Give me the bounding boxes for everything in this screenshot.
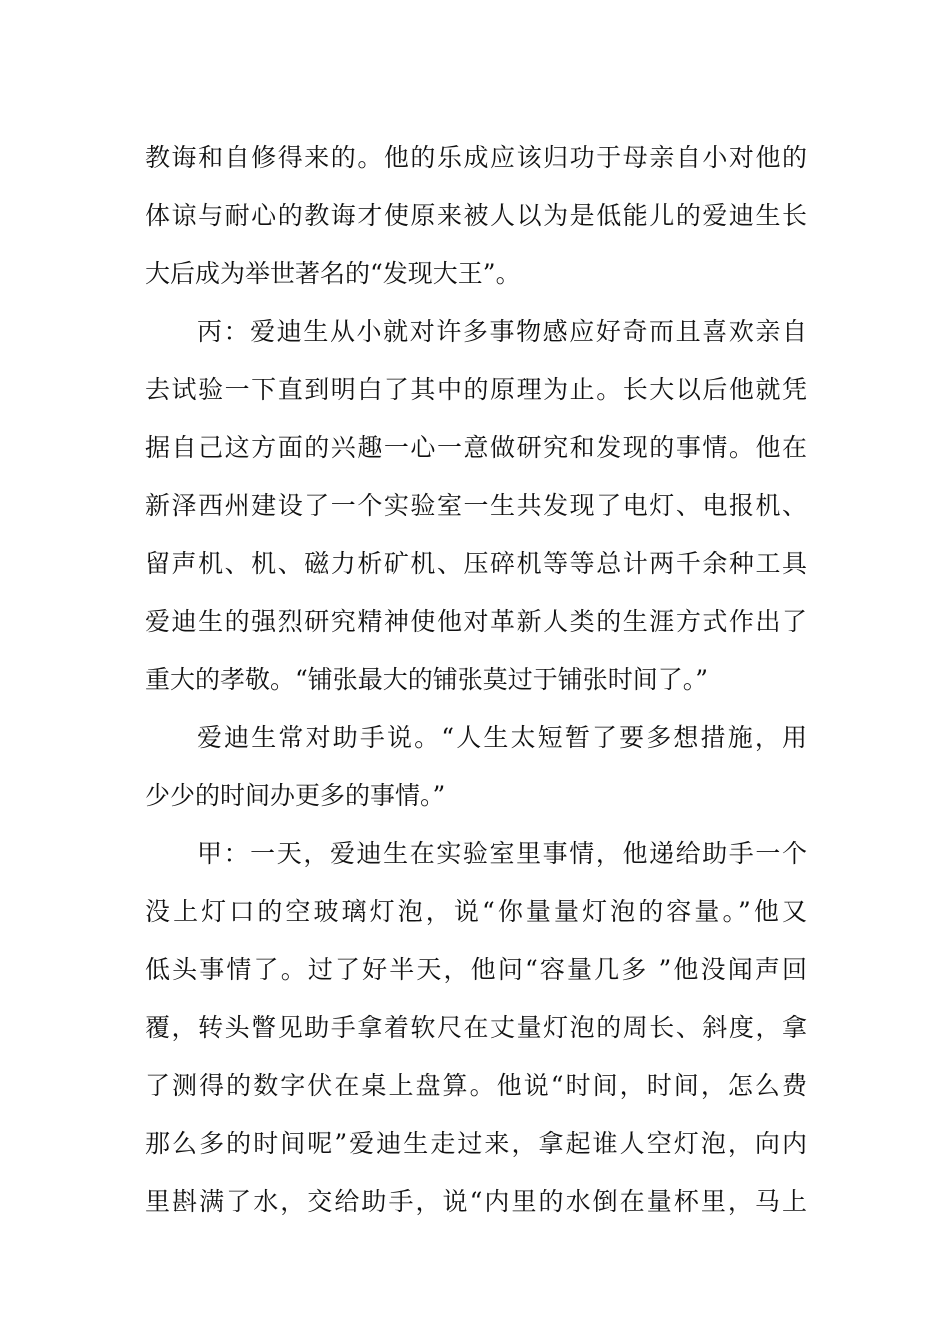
text-line: 没上灯口的空玻璃灯泡，说“你量量灯泡的容量。”他又: [145, 897, 807, 926]
text-line: 去试验一下直到明白了其中的原理为止。长大以后他就凭: [145, 375, 807, 404]
text-line: 爱迪生的强烈研究精神使他对革新人类的生涯方式作出了: [145, 607, 807, 636]
text-line: 教诲和自修得来的。他的乐成应该归功于母亲自小对他的: [145, 143, 807, 172]
text-line: 低头事情了。过了好半天，他问“容量几多 ”他没闻声回: [145, 955, 807, 984]
text-line: 丙：爱迪生从小就对许多事物感应好奇而且喜欢亲自: [197, 317, 807, 346]
text-line: 大后成为举世著名的“发现大王”。: [145, 259, 521, 288]
text-line: 重大的孝敬。“铺张最大的铺张莫过于铺张时间了。”: [145, 665, 709, 694]
text-line: 少少的时间办更多的事情。”: [145, 781, 446, 810]
text-line: 新泽西州建设了一个实验室一生共发现了电灯、电报机、: [145, 491, 807, 520]
text-line: 里斟满了水，交给助手，说“内里的水倒在量杯里，马上: [145, 1187, 807, 1216]
text-line: 那么多的时间呢”爱迪生走过来，拿起谁人空灯泡，向内: [145, 1129, 807, 1158]
text-line: 甲：一天，爱迪生在实验室里事情，他递给助手一个: [197, 839, 807, 868]
text-line: 据自己这方面的兴趣一心一意做研究和发现的事情。他在: [145, 433, 807, 462]
text-line: 了测得的数字伏在桌上盘算。他说“时间，时间，怎么费: [145, 1071, 807, 1100]
text-line: 体谅与耐心的教诲才使原来被人以为是低能儿的爱迪生长: [145, 201, 807, 230]
text-line: 覆，转头瞥见助手拿着软尺在丈量灯泡的周长、斜度，拿: [145, 1013, 807, 1042]
text-line: 留声机、机、磁力析矿机、压碎机等等总计两千余种工具: [145, 549, 807, 578]
text-line: 爱迪生常对助手说。“人生太短暂了要多想措施，用: [197, 723, 807, 752]
body-text: [145, 129, 807, 1231]
